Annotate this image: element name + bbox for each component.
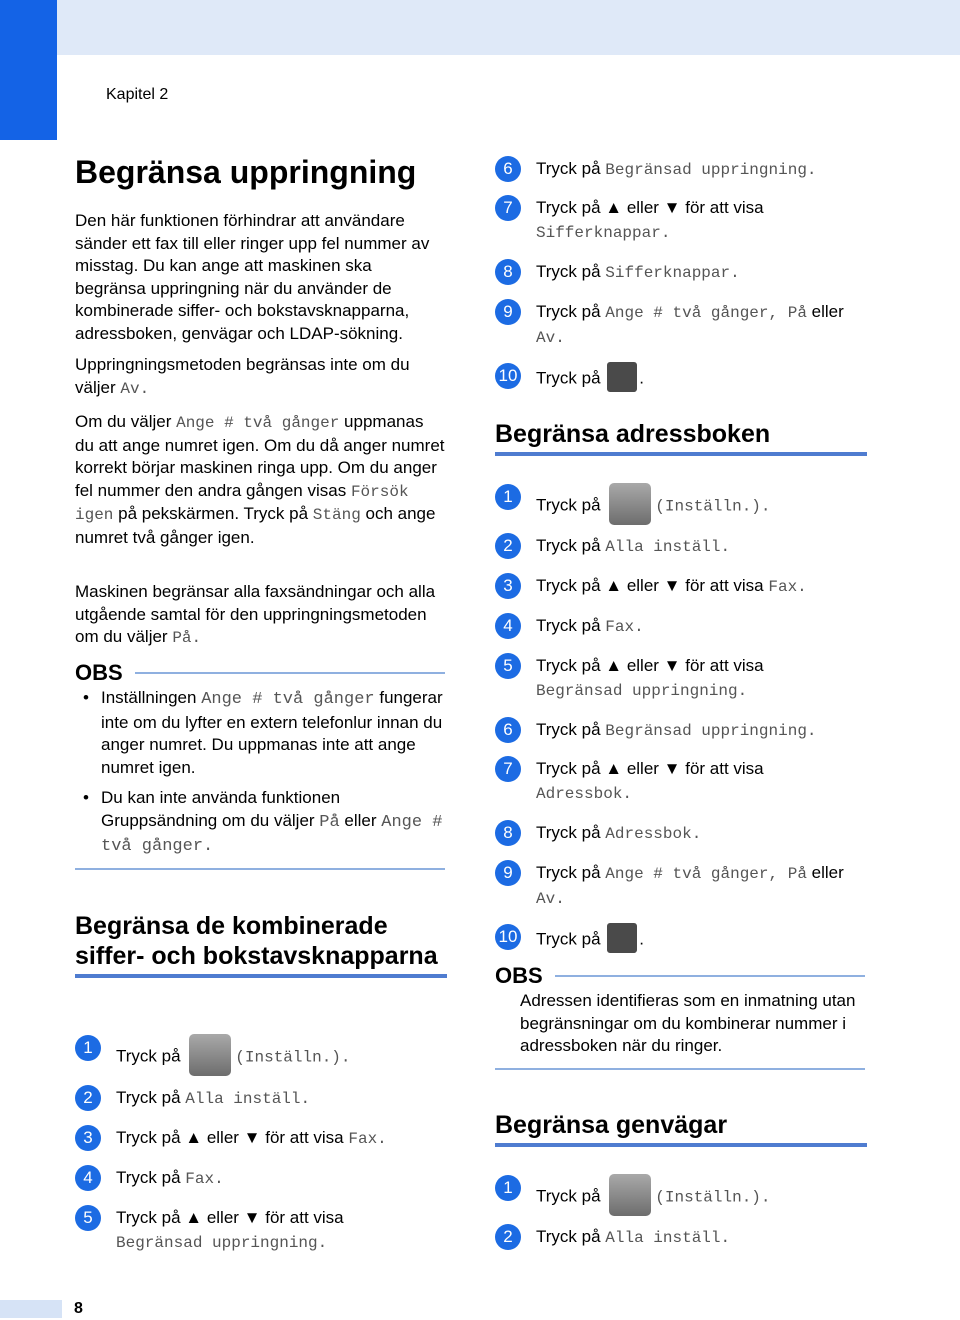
step-number: 5 — [495, 653, 521, 679]
step-number: 1 — [495, 484, 521, 510]
chapter-tab — [0, 0, 57, 140]
section-title-addressbook: Begränsa adressboken — [495, 419, 867, 456]
step-number: 4 — [495, 613, 521, 639]
step-number: 4 — [75, 1165, 101, 1191]
obs-heading: OBS — [495, 963, 865, 989]
step-number: 1 — [75, 1035, 101, 1061]
obs-text: Adressen identifieras som en inmatning utan begränsningar om du kombinerar nummer i adressboken när du ringer. — [520, 991, 856, 1055]
step-number: 3 — [495, 573, 521, 599]
tools-icon[interactable] — [189, 1034, 231, 1076]
paragraph-4: Maskinen begränsar alla faxsändningar och alla utgående samtal för den uppringningsmetoden om du väljer På. — [75, 582, 436, 647]
tools-icon[interactable] — [609, 1174, 651, 1216]
step-number: 9 — [495, 299, 521, 325]
step-number: 2 — [75, 1085, 101, 1111]
step-number: 7 — [495, 756, 521, 782]
step-number: 8 — [495, 820, 521, 846]
footer-bar — [0, 1300, 62, 1318]
obs-box — [75, 660, 445, 686]
section-title-shortcuts: Begränsa genvägar — [495, 1110, 867, 1147]
page-title: Begränsa uppringning — [75, 154, 417, 190]
top-band — [0, 0, 960, 55]
step-number: 7 — [495, 195, 521, 221]
step-number: 3 — [75, 1125, 101, 1151]
step-number: 5 — [75, 1205, 101, 1231]
section-title-keypad: Begränsa de kombinerade siffer- och bokstavsknapparna — [75, 911, 447, 978]
obs-bottom-rule — [75, 868, 445, 870]
step-number: 9 — [495, 860, 521, 886]
step-number: 6 — [495, 717, 521, 743]
paragraph-2: Uppringningsmetoden begränsas inte om du väljer Av. — [75, 355, 410, 398]
step-number: 8 — [495, 259, 521, 285]
page-number: 8 — [74, 1300, 83, 1317]
step-number: 2 — [495, 533, 521, 559]
chapter-label: Kapitel 2 — [106, 86, 169, 103]
obs-bullet-1: • Inställningen Ange # två gånger fungerar inte om du lyfter en extern telefonlur innan du anger numret. Du uppmanas inte att ange numret igen. — [75, 687, 446, 779]
step-number: 1 — [495, 1175, 521, 1201]
step-number: 2 — [495, 1224, 521, 1250]
obs-box — [495, 963, 865, 989]
obs-heading: OBS — [75, 660, 445, 686]
step-number: 10 — [495, 363, 521, 389]
home-icon[interactable] — [607, 362, 637, 392]
obs-bullet-2: • Du kan inte använda funktionen Gruppsändning om du väljer På eller Ange # två gånger. — [75, 787, 446, 859]
intro-paragraph: Den här funktionen förhindrar att användare sänder ett fax till eller ringer upp fel nummer av misstag. Du kan ange att maskinen ska begränsa uppringning när du använder de kombinerade siffer- och bokstavsknapparna, adressboken, genvägar och LDAP-sökning. — [75, 211, 430, 343]
home-icon[interactable] — [607, 923, 637, 953]
step-number: 6 — [495, 156, 521, 182]
step-number: 10 — [495, 924, 521, 950]
obs-bottom-rule — [495, 1068, 865, 1070]
paragraph-3: Om du väljer Ange # två gånger uppmanas du att ange numret igen. Om du då anger numret korrekt börjar maskinen ringa upp. Om du anger fel nummer den andra gången visas Försök igen på pekskärmen. Tryck på Stäng och ange numret två gånger igen. — [75, 412, 445, 547]
tools-icon[interactable] — [609, 483, 651, 525]
